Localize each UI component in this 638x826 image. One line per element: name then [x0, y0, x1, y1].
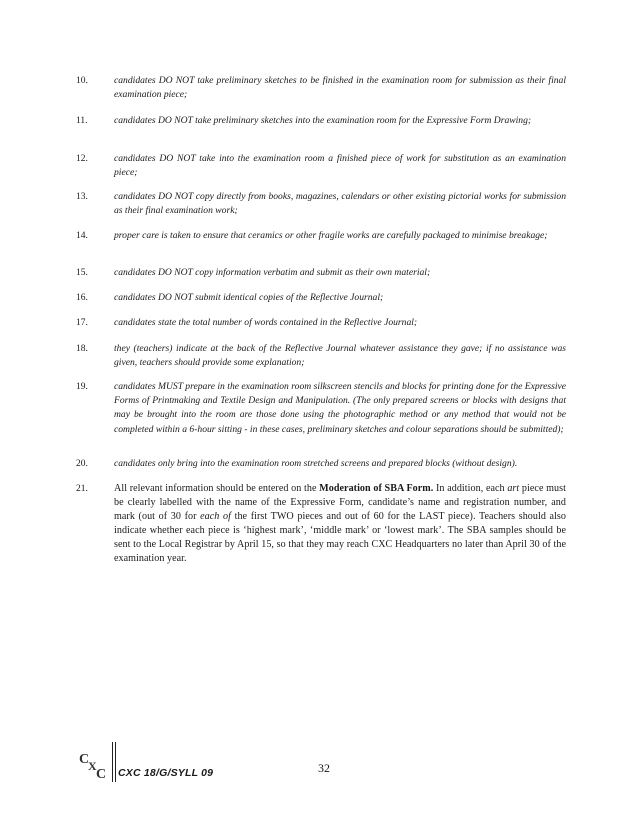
text-segment: the first TWO pieces and out of 60 for the LAST piece). Teachers should also indicate whether each piece is ‘highest mark’, ‘middle mark’ or ‘lowest mark’. The SBA samples should be sent to the Local Registrar by April 15, so that they may reach CXC Headquarters no later than April 30 of the examination year.: [114, 510, 567, 564]
form-name-emphasis: Moderation of SBA Form.: [319, 483, 434, 494]
item-text: candidates only bring into the examination room stretched screens and prepared blocks (without design).: [114, 458, 518, 469]
page-footer: [0, 740, 638, 790]
page-number: 32: [318, 761, 330, 775]
item-number: 15.: [76, 268, 88, 278]
art-emphasis: art: [507, 483, 520, 494]
text-segment: In addition, each: [433, 483, 508, 494]
item-number: 21.: [76, 484, 88, 494]
item-text: candidates state the total number of words contained in the Reflective Journal;: [114, 317, 418, 328]
item-number: 17.: [76, 318, 88, 328]
item-text: candidates DO NOT submit identical copies of the Reflective Journal;: [114, 292, 384, 303]
logo-letter-c1: C: [79, 752, 90, 767]
logo-letter-c2: C: [96, 767, 107, 782]
item-number: 20.: [76, 459, 88, 469]
item-number: 10.: [76, 76, 88, 86]
item-text: they (teachers) indicate at the back of the Reflective Journal whatever assistance they gave; if no assistance was given, teachers should provide some explanation;: [114, 343, 566, 369]
each-of-emphasis: each of: [200, 510, 231, 522]
item-text: candidates DO NOT take preliminary sketches into the examination room for the Expressive Form Drawing;: [114, 115, 532, 126]
footer-rule: [112, 742, 113, 782]
item-text: candidates DO NOT copy directly from books, magazines, calendars or other existing pictorial works for submission as their final examination work;: [114, 191, 566, 217]
footer-rule: [115, 742, 116, 782]
item-text: candidates DO NOT take into the examination room a finished piece of work for substitution as an examination piece;: [114, 153, 566, 179]
text-segment: piece must be clearly labelled with the name of the Expressive Form, candidate’s name and registration number, and mark (out of 30 for: [114, 483, 566, 522]
item-text: [114, 482, 566, 565]
item-text: candidates DO NOT take preliminary sketches to be finished in the examination room for submission as their final examination piece;: [114, 75, 566, 101]
syllabus-code: CXC 18/G/SYLL 09: [118, 767, 214, 779]
item-text: candidates MUST prepare in the examination room silkscreen stencils and blocks for printing done for the Expressive Forms of Printmaking and Textile Design and Manipulation. (The only prepared screens or blocks with designs that may be brought into the room are those done using the photographic method or any method that would not be completed within a 6-hour sitting - in these cases, preliminary sketches and colour separations should be submitted);: [114, 381, 566, 435]
item-number: 11.: [76, 116, 88, 126]
item-number: 14.: [76, 231, 88, 241]
item-number: 16.: [76, 293, 88, 303]
item-text: candidates DO NOT copy information verbatim and submit as their own material;: [114, 267, 431, 278]
cxc-logo-icon: [78, 748, 110, 782]
item-number: 12.: [76, 154, 88, 164]
item-number: 18.: [76, 344, 88, 354]
logo-letter-x: X: [88, 759, 97, 773]
text-segment: All relevant information should be entered on the: [114, 483, 320, 494]
item-text: proper care is taken to ensure that ceramics or other fragile works are carefully packaged to minimise breakage;: [114, 230, 548, 241]
item-number: 13.: [76, 192, 88, 202]
item-number: 19.: [76, 382, 88, 392]
